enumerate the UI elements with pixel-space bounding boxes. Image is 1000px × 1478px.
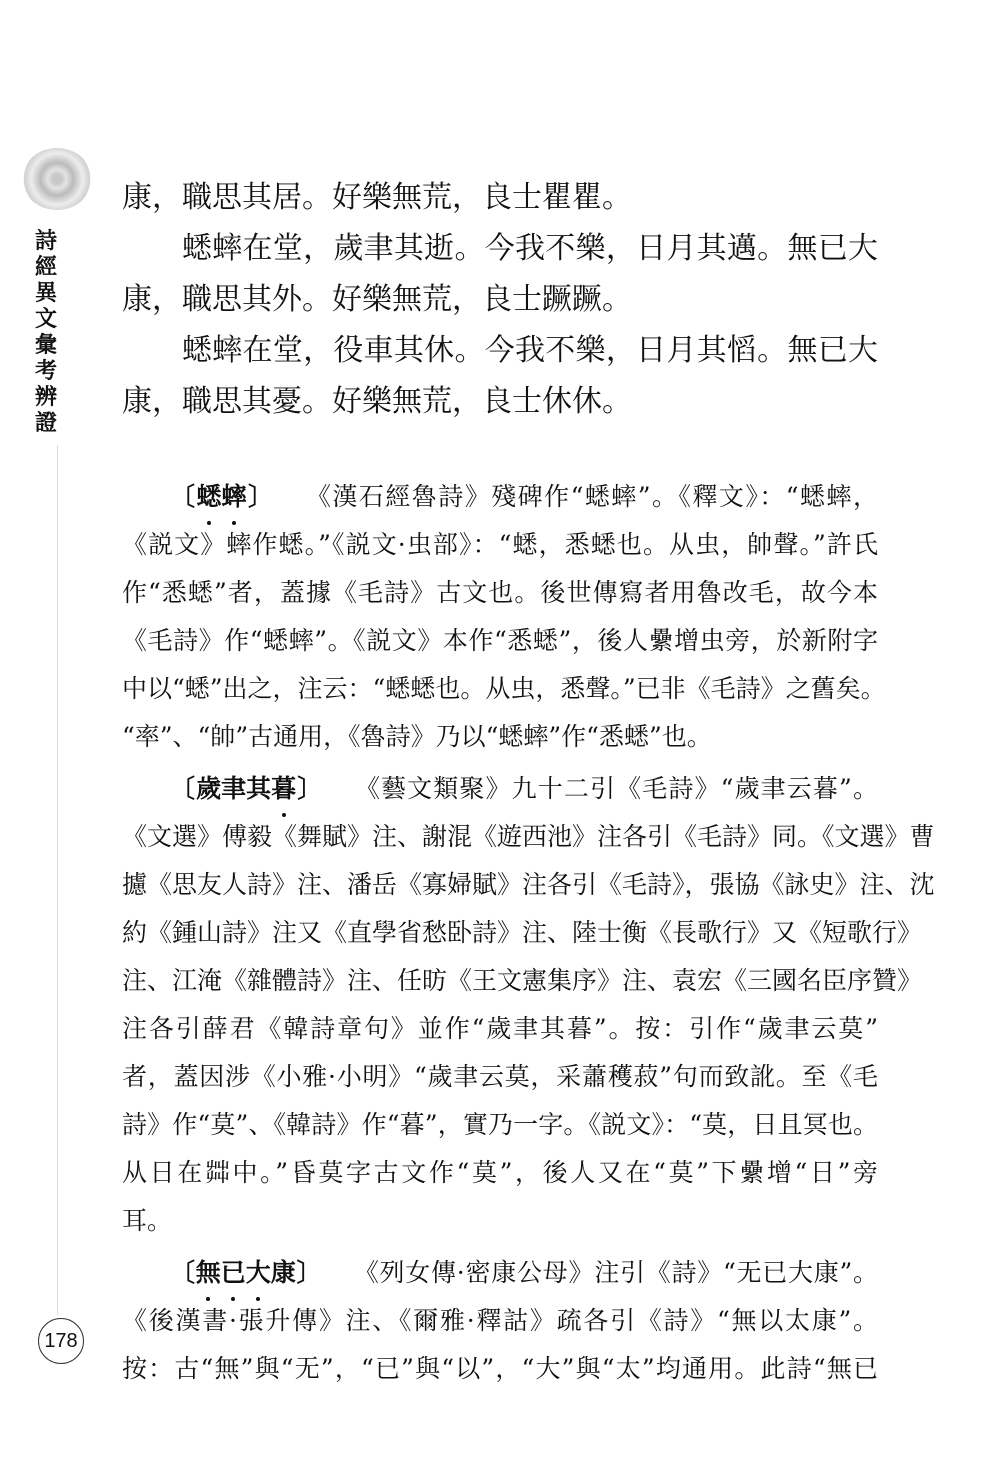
- commentary-line: [122, 477, 878, 525]
- commentary-entry: [122, 1253, 878, 1397]
- commentary-line: 按：古“無”與“无”，“已”與“以”，“大”與“太”均通用。此詩“無已: [122, 1354, 878, 1383]
- heading-bracket-open: 〔: [170, 1258, 196, 1287]
- poem-line: 蟋蟀在堂，役車其休。今我不樂，日月其慆。無已大: [182, 333, 878, 368]
- commentary-line: [122, 1253, 878, 1301]
- heading-char: 暮: [271, 769, 296, 809]
- commentary-line: 注、江淹《雜體詩》注、任昉《王文憲集序》注、袁宏《三國名臣序贊》: [122, 966, 923, 995]
- entry-first-line-text: 《列女傳·密康公母》注引《詩》“无已大康”。: [366, 1258, 878, 1287]
- heading-bracket-close: 〕: [295, 1258, 323, 1287]
- poem-line: 康，職思其憂。好樂無荒，良士休休。: [122, 384, 632, 419]
- commentary-line: [122, 769, 878, 817]
- poem-line: 康，職思其居。好樂無荒，良士瞿瞿。: [122, 180, 632, 215]
- entry-heading: [170, 774, 323, 803]
- heading-char: 蟀: [221, 477, 246, 517]
- commentary-entry: [122, 769, 935, 1249]
- entry-first-line-text: 《藝文類聚》九十二引《毛詩》“歲聿云暮”。: [367, 774, 878, 803]
- heading-bracket-close: 〕: [296, 774, 324, 803]
- heading-char: 無: [196, 1253, 221, 1293]
- commentary-line: “率”、“帥”古通用，《魯詩》乃以“蟋蟀”作“悉蟋”也。: [122, 722, 712, 751]
- commentary-line: 《後漢書·張升傳》注、《爾雅·釋詁》疏各引《詩》“無以太康”。: [122, 1306, 878, 1335]
- commentary-line: 詩》作“莫”、《韓詩》作“暮”，實乃一字。《説文》：“莫，日且冥也。: [122, 1110, 878, 1139]
- poem-text: [122, 176, 878, 431]
- commentary-line: 攄《思友人詩》注、潘岳《寡婦賦》注各引《毛詩》，張協《詠史》注、沈: [122, 870, 935, 899]
- entry-heading: [170, 1258, 322, 1287]
- side-rule: [57, 445, 58, 1315]
- heading-bracket-open: 〔: [170, 482, 197, 511]
- heading-char: 歲: [196, 774, 222, 803]
- commentary-line: 約《鍾山詩》注又《直學省愁卧詩》注、陸士衡《長歌行》又《短歌行》: [122, 918, 923, 947]
- entry-first-line-text: 《漢石經魯詩》殘碑作“蟋蟀”。《釋文》：“蟋蟀，: [318, 482, 878, 511]
- commentary-entry: [122, 477, 886, 765]
- page-number: 178: [38, 1318, 84, 1364]
- heading-char: 其: [246, 774, 272, 803]
- commentary-line: 从日在茻中。”昏莫字古文作“莫”，後人又在“莫”下纍增“日”旁: [122, 1158, 878, 1187]
- poem-line: 蟋蟀在堂，歲聿其逝。今我不樂，日月其邁。無已大: [182, 231, 878, 266]
- commentary-line: 者，蓋因涉《小雅·小明》“歲聿云莫，采蕭穫菽”句而致訛。至《毛: [122, 1062, 878, 1091]
- commentary-line: 《文選》傅毅《舞賦》注、謝混《遊西池》注各引《毛詩》同。《文選》曹: [122, 822, 935, 851]
- commentary-line: 注各引薛君《韓詩章句》並作“歲聿其暮”。按：引作“歲聿云莫”: [122, 1014, 878, 1043]
- heading-char: 已: [221, 1253, 246, 1293]
- commentary-line: 《毛詩》作“蟋蟀”。《説文》本作“悉蟋”，後人纍增虫旁，於新附字: [122, 626, 878, 655]
- heading-char: 康: [270, 1258, 296, 1287]
- commentary: [122, 477, 935, 1401]
- commentary-line: 耳。: [122, 1206, 173, 1235]
- commentary-line: 《説文》蟀作蟋。”《説文·虫部》：“蟋，悉蟋也。从虫，帥聲。”許氏: [122, 530, 878, 559]
- heading-char: 大: [246, 1253, 271, 1293]
- heading-bracket-open: 〔: [170, 774, 197, 803]
- commentary-line: 作“悉蟋”者，蓋據《毛詩》古文也。後世傳寫者用魯改毛，故今本: [122, 578, 878, 607]
- heading-char: 蟋: [196, 477, 221, 517]
- entry-heading: [170, 482, 274, 511]
- heading-char: 聿: [221, 774, 247, 803]
- commentary-line: 中以“蟋”出之，注云：“蟋蟋也。从虫，悉聲。”已非《毛詩》之舊矣。: [122, 674, 886, 703]
- heading-bracket-close: 〕: [246, 482, 275, 511]
- book-title: 詩經異文彙考辨證: [34, 228, 57, 436]
- poem-line: 康，職思其外。好樂無荒，良士蹶蹶。: [122, 282, 632, 317]
- ornament-icon: [22, 148, 92, 210]
